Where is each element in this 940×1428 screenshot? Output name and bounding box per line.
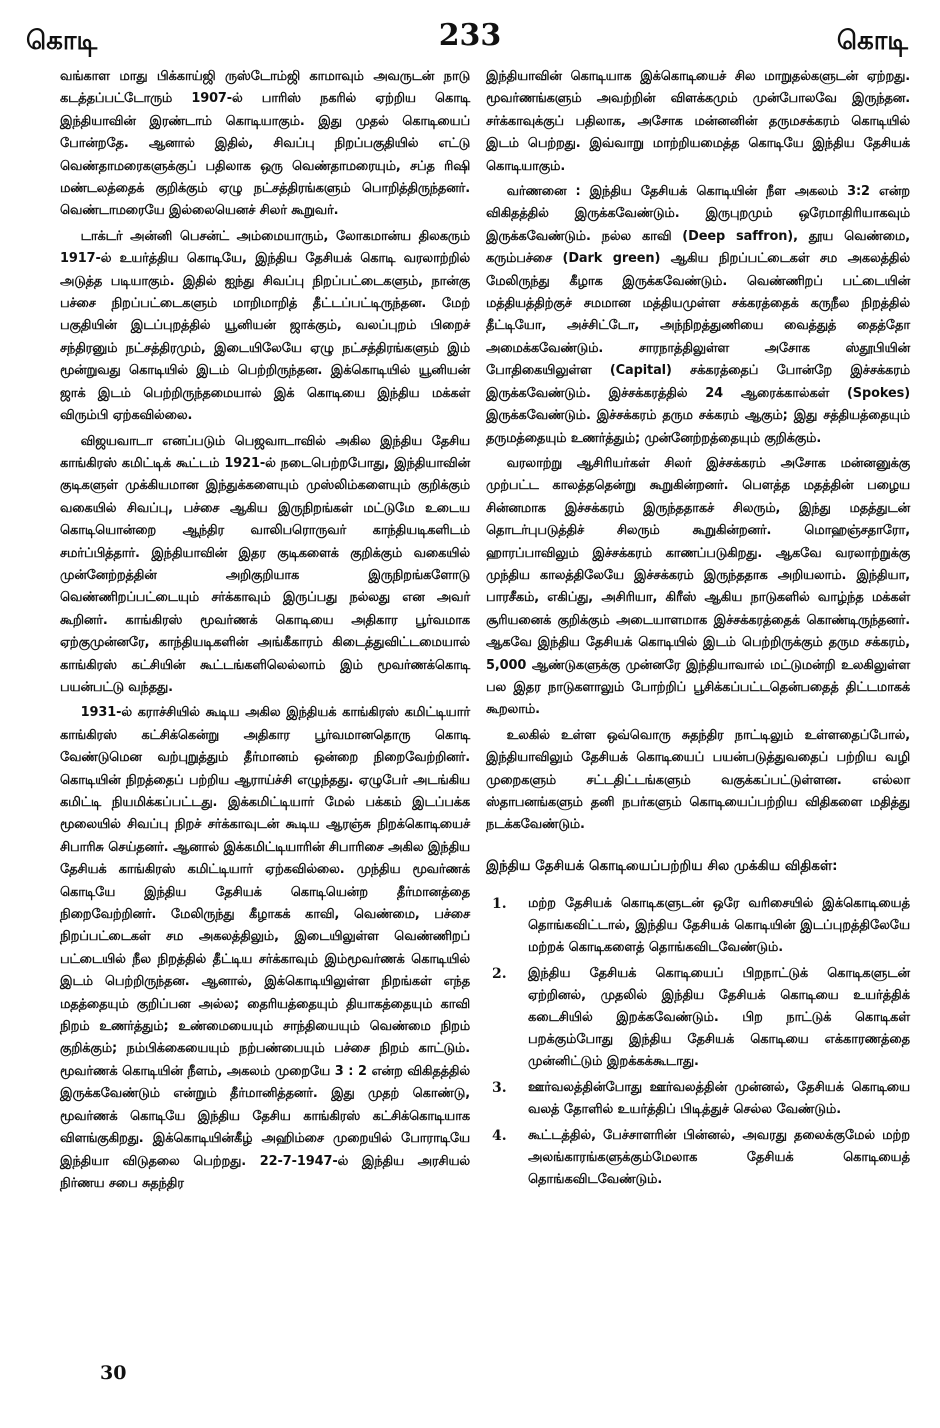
page-number: 233: [438, 18, 502, 53]
list-item: [486, 893, 910, 959]
paragraph: டாக்டர் அன்னி பெசன்ட் அம்மையாரும், லோகமான்ய திலகரும் 1917-ல் உயர்த்திய கொடியே, இந்திய தேசியக் கொடி வரலாற்றில் அடுத்த படியாகும். இதில் ஐந்து சிவப்பு நிறப்பட்டைகளும், நான்கு பச்சை நிறப்பட்டைகளும் மாறிமாறித் தீட்டப்பட்டிருந்தன. மேற் பகுதியின் இடப்புறத்தில் யூனியன் ஜாக்கும், வலப்புறம் பிறைச் சந்திரனும் நட்சத்திரமும், இடையிலேயே ஏழு நட்சத்திரங்களும் இம் மூன்றுவது கொடியில் இடம் பெற்றிருந்தன. இக்கொடியில் யூனியன் ஜாக் இடம் பெற்றிருந்தமையால் இக் கொடியை இந்திய மக்கள் விரும்பி ஏற்கவில்லை.: [60, 228, 470, 424]
list-item-number: 3.: [492, 1079, 507, 1096]
paragraph: வர்ணனை : இந்திய தேசியக் கொடியின் நீள அகலம் 3:2 என்ற விகிதத்தில் இருக்கவேண்டும். இருபுறமும் ஒரேமாதிரியாகவும் இருக்கவேண்டும். நல்ல காவி (Deep saffron), தூய வெண்மை, கரும்பச்சை (Dark green) ஆகிய நிறப்பட்டைகள் சம அகலத்தில் மேலிருந்து கீழாக இருக்கவேண்டும். வெண்ணிறப் பட்டையின் மத்தியத்திற்குச் சமமான மத்தியமுள்ள சக்கரத்தைக் கருநீல நிறத்தில் தீட்டியோ, அச்சிட்டோ, அந்நிறத்துணியை வைத்துத் தைத்தோ அமைக்கவேண்டும். சாரநாத்திலுள்ள அசோக ஸ்தூபியின் போதிகையிலுள்ள (Capital) சக்கரத்தைப் போன்றே இச்சக்கரம் இருக்கவேண்டும். இச்சக்கரத்தில் 24 ஆரைக்கால்கள் (Spokes) இருக்கவேண்டும். இச்சக்கரம் தரும சக்கரம் ஆகும்; இது சத்தியத்தையும் தருமத்தையும் உணர்த்தும்; முன்னேற்றத்தையும் குறிக்கும்.: [486, 184, 910, 446]
list-item-text: ஊர்வலத்தின்போது ஊர்வலத்தின் முன்னல், தேசியக் கொடியை வலத் தோளில் உயர்த்திப் பிடித்துச் செல்ல வேண்டும்.: [528, 1079, 910, 1117]
list-item: [486, 963, 910, 1073]
rules-list: [486, 893, 910, 1191]
signature-mark: 30: [100, 1362, 127, 1384]
paragraph: விஜயவாடா எனப்படும் பெஜவாடாவில் அகில இந்திய தேசிய காங்கிரஸ் கமிட்டிக் கூட்டம் 1921-ல் நடைபெற்றபோது, இந்தியாவின் குடிகளுள் முக்கியமான இந்துக்களையும் முஸ்லிம்களையும் குறிக்கும் வகையில் சிவப்பு, பச்சை ஆகிய இருநிறங்கள் மட்டுமே உடைய கொடியொன்றை ஆந்திர வாலிபரொருவர் காந்தியடிகளிடம் சமர்ப்பித்தார். இந்தியாவின் இதர குடிகளைக் குறிக்கும் வகையில் முன்னேற்றத்தின் அறிகுறியாக இருநிறங்களோடு வெண்ணிறப்பட்டையும் சர்க்காவும் இருப்பது நல்லது என அவர் கூறினர். காங்கிரஸ் மூவர்ணக் கொடியை அதிகார பூர்வமாக ஏற்குமுன்னரே, காந்தியடிகளின் அங்கீகாரம் கிடைத்துவிட்டமையால் காங்கிரஸ் கட்சியின் கூட்டங்களிலெல்லாம் இம் மூவர்ணக்கொடி பயன்பட்டு வந்தது.: [60, 433, 470, 695]
rules-heading: இந்திய தேசியக் கொடியைப்பற்றிய சில முக்கிய விதிகள்:: [486, 857, 838, 874]
paragraph: வங்காள மாது பிக்காய்ஜி ருஸ்டோம்ஜி காமாவும் அவருடன் நாடு கடத்தப்பட்டோரும் 1907-ல் பாரிஸ் நகரில் ஏற்றிய கொடி இந்தியாவின் இரண்டாம் கொடியாகும். இது முதல் கொடியைப் போன்றதே. ஆனால் இதில், சிவப்பு நிறப்பகுதியில் எட்டு வெண்தாமரைகளுக்குப் பதிலாக ஒரு வெண்தாமரையும், சப்த ரிஷி மண்டலத்தைக் குறிக்கும் ஏழு நட்சத்திரங்களும் பொறித்திருந்தனர். வெண்டாமரையே இல்லையெனச் சிலர் கூறுவர்.: [60, 69, 470, 219]
right-column: [486, 66, 910, 1195]
list-item: [486, 1077, 910, 1121]
list-item-text: மற்ற தேசியக் கொடிகளுடன் ஒரே வரிசையில் இக்கொடியைத் தொங்கவிட்டால், இந்திய தேசியக் கொடியின் இடப்புறத்திலேயே மற்றக் கொடிகளைத் தொங்கவிடவேண்டும்.: [528, 895, 910, 955]
running-head-right: கொடி: [836, 26, 908, 56]
paragraph: இந்தியாவின் கொடியாக இக்கொடியைச் சில மாறுதல்களுடன் ஏற்றது. மூவர்ணங்களும் அவற்றின் விளக்கமும் முன்போலவே இருந்தன. சர்க்காவுக்குப் பதிலாக, அசோக மன்னனின் தருமசக்கரம் கொடியில் இடம் பெற்றது. இவ்வாறு மாற்றியமைத்த கொடியே இந்திய தேசியக் கொடியாகும்.: [486, 69, 910, 174]
list-item-number: 4.: [492, 1127, 507, 1144]
list-item-number: 2.: [492, 965, 507, 982]
list-item-number: 1.: [492, 895, 507, 912]
left-column: [60, 66, 470, 1198]
paragraph: உலகில் உள்ள ஒவ்வொரு சுதந்திர நாட்டிலும் உள்ளதைப்போல், இந்தியாவிலும் தேசியக் கொடியைப் பயன்படுத்துவதைப் பற்றிய வழி முறைகளும் சட்டதிட்டங்களும் வகுக்கப்பட்டுள்ளன. எல்லா ஸ்தாபனங்களும் தனி நபர்களும் கொடியைப்பற்றிய விதிகளை மதித்து நடக்கவேண்டும்.: [486, 727, 910, 833]
list-item: [486, 1125, 910, 1191]
list-item-text: கூட்டத்தில், பேச்சாளரின் பின்னல், அவரது தலைக்குமேல் மற்ற அலங்காரங்களுக்கும்மேலாக தேசியக் கொடியைத் தொங்கவிடவேண்டும்.: [528, 1127, 910, 1187]
paragraph: வரலாற்று ஆசிரியர்கள் சிலர் இச்சக்கரம் அசோக மன்னனுக்கு முற்பட்ட காலத்ததென்று கூறுகின்றனர். பௌத்த மதத்தின் பழைய சின்னமாக இச்சக்கரம் இருந்ததாகச் சிலரும், இந்து மதத்துடன் தொடர்புபடுத்திச் சிலரும் கூறுகின்றனர். மொஹஞ்சதாரோ, ஹாரப்பாவிலும் இச்சக்கரம் காணப்படுகிறது. ஆகவே வரலாற்றுக்கு முந்திய காலத்திலேயே இச்சக்கரம் இருந்ததாக அறியலாம். இந்தியா, பாரசீகம், எகிப்து, அசிரியா, கிரீஸ் ஆகிய நாடுகளில் வாழ்ந்த மக்கள் சூரியனைக் குறிக்கும் அடையாளமாக இச்சக்கரத்தைக் கொண்டிருந்தனர். ஆகவே இந்திய தேசியக் கொடியில் இடம் பெற்றிருக்கும் தரும சக்கரம், 5,000 ஆண்டுகளுக்கு முன்னரே இந்தியாவால் மட்டுமன்றி உலகிலுள்ள பல இதர நாடுகளாலும் போற்றிப் பூசிக்கப்பட்டதென்பதைத் திட்டமாகக் கூறலாம்.: [486, 455, 910, 718]
running-head-left: கொடி: [26, 26, 98, 56]
paragraph: 1931-ல் கராச்சியில் கூடிய அகில இந்தியக் காங்கிரஸ் கமிட்டியார் காங்கிரஸ் கட்சிக்கென்று அதிகார பூர்வமானதொரு கொடி வேண்டுமென வற்புறுத்தும் தீர்மானம் ஒன்றை நிறைவேற்றினர். கொடியின் நிறத்தைப் பற்றிய ஆராய்ச்சி எழுந்தது. ஏழுபேர் அடங்கிய கமிட்டி நியமிக்கப்பட்டது. இக்கமிட்டியார் மேல் பக்கம் இடப்பக்க மூலையில் சிவப்பு நிறச் சர்க்காவுடன் கூடிய ஆரஞ்சு நிறக்கொடியைச் சிபாரிசு செய்தனர். ஆனால் இக்கமிட்டியாரின் சிபாரிசை அகில இந்திய தேசியக் காங்கிரஸ் கமிட்டியார் ஏற்கவில்லை. முந்திய மூவர்ணக் கொடியே இந்திய தேசியக் கொடியென்ற தீர்மானத்தை நிறைவேற்றினர். மேலிருந்து கீழாகக் காவி, வெண்மை, பச்சை நிறப்பட்டைகள் சம அகலத்திலும், இடையிலுள்ள வெண்ணிறப் பட்டையில் நீல நிறத்தில் தீட்டிய சர்க்காவும் இம்மூவர்ணக் கொடியில் இடம் பெற்றிருந்தன. ஆனால், இக்கொடியிலுள்ள நிறங்கள் எந்த மதத்தையும் குறிப்பன அல்ல; தைரியத்தையும் தியாகத்தையும் காவி நிறம் உணர்த்தும்; உண்மையையும் சாந்தியையும் வெண்மை நிறம் குறிக்கும்; நம்பிக்கையையும் நற்பண்பையும் பச்சை நிறம் காட்டும். மூவர்ணக் கொடியின் நீளம், அகலம் முறையே 3 : 2 என்ற விகிதத்தில் இருக்கவேண்டும் என்றும் தீர்மானித்தனர். இது முதற் கொண்டு, மூவர்ணக் கொடியே இந்திய தேசிய காங்கிரஸ் கட்சிக்கொடியாக விளங்குகிறது. இக்கொடியின்கீழ் அஹிம்சை முறையில் போராடியே இந்தியா விடுதலை பெற்றது. 22-7-1947-ல் இந்திய அரசியல் நிர்ணய சபை சுதந்திர: [60, 705, 470, 1191]
list-item-text: இந்திய தேசியக் கொடியைப் பிறநாட்டுக் கொடிகளுடன் ஏற்றினல், முதலில் இந்திய தேசியக் கொடியை உயர்த்திக் கடைசியில் இறக்கவேண்டும். பிற நாட்டுக் கொடிகள் பறக்கும்போது இந்திய தேசியக் கொடியை எக்காரணத்தை முன்னிட்டும் இறக்கக்கூடாது.: [528, 965, 910, 1069]
